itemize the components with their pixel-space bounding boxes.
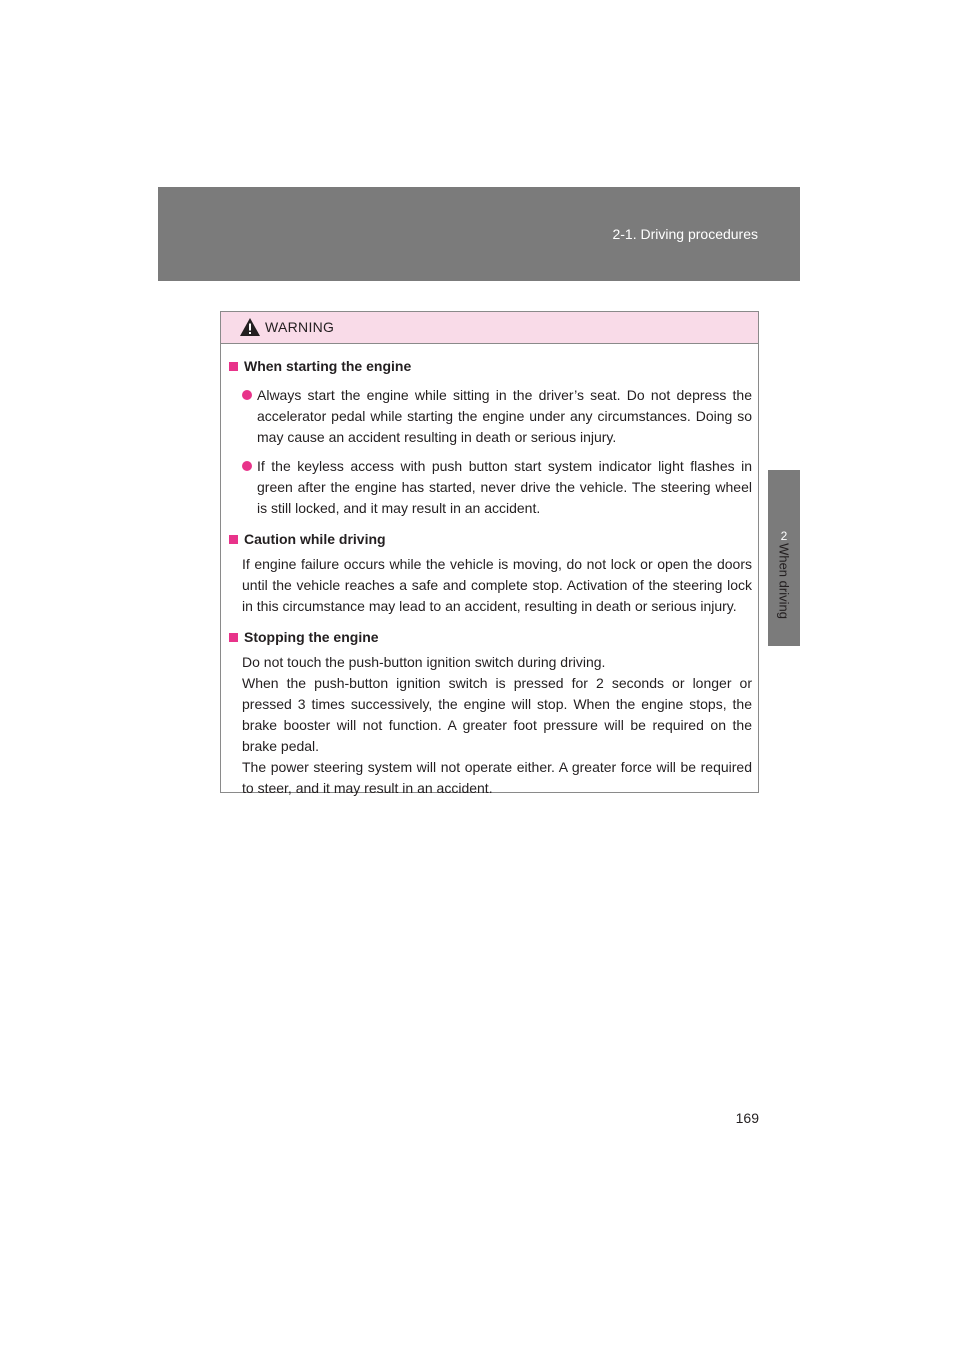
section-header-band	[158, 187, 800, 281]
paragraph: When the push-button ignition switch is pressed for 2 seconds or longer or pressed 3 times successively, the engine will stop. When the engine stops, the brake booster will not function. A greater foot pressure will be required on the brake pedal.	[242, 675, 752, 754]
section-heading-text: Stopping the engine	[244, 629, 379, 645]
section-heading-caution	[229, 529, 752, 550]
chapter-number: 2	[780, 529, 788, 543]
round-bullet-icon	[242, 390, 252, 400]
page-number: 169	[735, 1110, 759, 1126]
list-item-text: Always start the engine while sitting in the driver’s seat. Do not depress the accelerator pedal while starting the engine under any circumstances. Doing so may cause an accident resulting in death or serious injury.	[257, 387, 752, 445]
list-item-text: If the keyless access with push button start system indicator light flashes in green after the engine has started, never drive the vehicle. The steering wheel is still locked, and it may result in an accident.	[257, 458, 752, 516]
paragraph: If engine failure occurs while the vehicle is moving, do not lock or open the doors until the vehicle reaches a safe and complete stop. Activation of the steering lock in this circumstance may lead to an accident, resulting in death or serious injury.	[242, 556, 752, 614]
section-title: 2-1. Driving procedures	[612, 226, 758, 242]
warning-triangle-icon	[239, 317, 261, 337]
round-bullet-icon	[242, 461, 252, 471]
section-heading-stopping	[229, 627, 752, 648]
warning-title: WARNING	[265, 319, 335, 335]
section-heading-text: When starting the engine	[244, 358, 412, 374]
section-heading-text: Caution while driving	[244, 531, 386, 547]
paragraph: The power steering system will not operate either. A greater force will be required to steer, and it may result in an accident.	[242, 759, 752, 796]
chapter-label-container	[768, 516, 800, 646]
warning-box	[220, 311, 759, 796]
warning-header	[221, 312, 758, 344]
chapter-label: When driving	[776, 543, 792, 619]
paragraph: Do not touch the push-button ignition switch during driving.	[242, 654, 606, 670]
square-bullet-icon	[229, 633, 238, 642]
warning-body	[221, 344, 758, 799]
list-item	[229, 385, 752, 448]
section-heading-starting	[229, 356, 752, 377]
square-bullet-icon	[229, 535, 238, 544]
list-item	[229, 456, 752, 519]
square-bullet-icon	[229, 362, 238, 371]
